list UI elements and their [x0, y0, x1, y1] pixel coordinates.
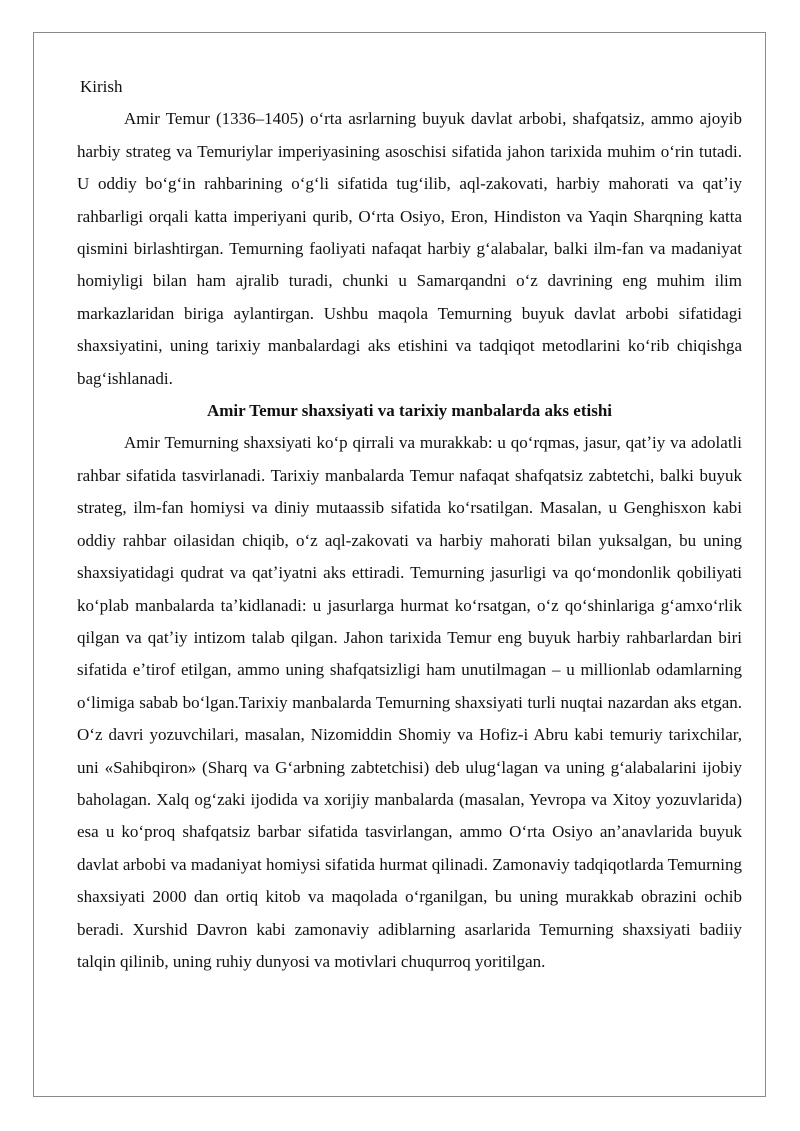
section-heading: Amir Temur shaxsiyati va tarixiy manbalarda aks etishi	[206, 401, 613, 421]
intro-heading: Kirish	[80, 77, 123, 96]
section-paragraph: Amir Temurning shaxsiyati koʻp qirrali va murakkab: u qoʻrqmas, jasur, qatʼiy va adolatli rahbar sifatida tasvirlanadi. Tarixiy manbalarda Temur nafaqat shafqatsiz zabtetchi, balki buyuk strateg, ilm-fan homiysi va diniy mutaassib sifatida koʻrsatilgan. Masalan, u Genghisxon kabi oddiy rahbar oilasidan chiqib, oʻz aql-zakovati va harbiy mahorati bilan yuksalgan, bu uning shaxsiyatidagi qudrat va qatʼiyatni aks ettiradi. Temurning jasurligi va qoʻmondonlik qobiliyati koʻplab manbalarda taʼkidlanadi: u jasurlarga hurmat koʻrsatgan, oʻz qoʻshinlariga gʻamxoʻrlik qilgan va qatʼiy intizom talab qilgan. Jahon tarixida Temur eng buyuk harbiy rahbarlardan biri sifatida eʼtirof etilgan, ammo uning shafqatsizligi ham unutilmagan – u millionlab odamlarning oʻlimiga sabab boʻlgan.Tarixiy manbalarda Temurning shaxsiyati turli nuqtai nazardan aks etgan. Oʻz davri yozuvchilari, masalan, Nizomiddin Shomiy va Hofiz-i Abru kabi temuriy tarixchilar, uni «Sahibqiron» (Sharq va Gʻarbning zabtetchisi) deb ulugʻlagan va uning gʻalabalarini ijobiy baholagan. Xalq ogʻzaki ijodida va xorijiy manbalarda (masalan, Yevropa va Xitoy yozuvlarida) esa u koʻproq shafqatsiz barbar sifatida tasvirlangan, ammo Oʻrta Osiyo anʼanavlarida buyuk davlat arbobi va madaniyat homiysi sifatida hurmat qilinadi. Zamonaviy tadqiqotlarda Temurning shaxsiyati 2000 dan ortiq kitob va maqolada oʻrganilgan, bu uning murakkab obrazini ochib beradi. Xurshid Davron kabi zamonaviy adiblarning asarlarida Temurning shaxsiyati badiiy talqin qilinib, uning ruhiy dunyosi va motivlari chuqurroq yoritilgan.	[77, 433, 742, 971]
document-body	[77, 71, 742, 978]
intro-paragraph: Amir Temur (1336–1405) oʻrta asrlarning buyuk davlat arbobi, shafqatsiz, ammo ajoyib harbiy strateg va Temuriylar imperiyasining asoschisi sifatida jahon tarixida muhim oʻrin tutadi. U oddiy boʻgʻin rahbarining oʻgʻli sifatida tugʻilib, aql-zakovati, harbiy mahorati va qatʼiy rahbarligi orqali katta imperiyani qurib, Oʻrta Osiyo, Eron, Hindiston va Yaqin Sharqning katta qismini birlashtirgan. Temurning faoliyati nafaqat harbiy gʻalabalar, balki ilm-fan va madaniyat homiyligi bilan ham ajralib turadi, chunki u Samarqandni oʻz davrining eng muhim ilim markazlaridan biriga aylantirgan. Ushbu maqola Temurning buyuk davlat arbobi sifatidagi shaxsiyatini, uning tarixiy manbalardagi aks etishini va tadqiqot metodlarini koʻrib chiqishga bagʻishlanadi.	[77, 109, 742, 388]
